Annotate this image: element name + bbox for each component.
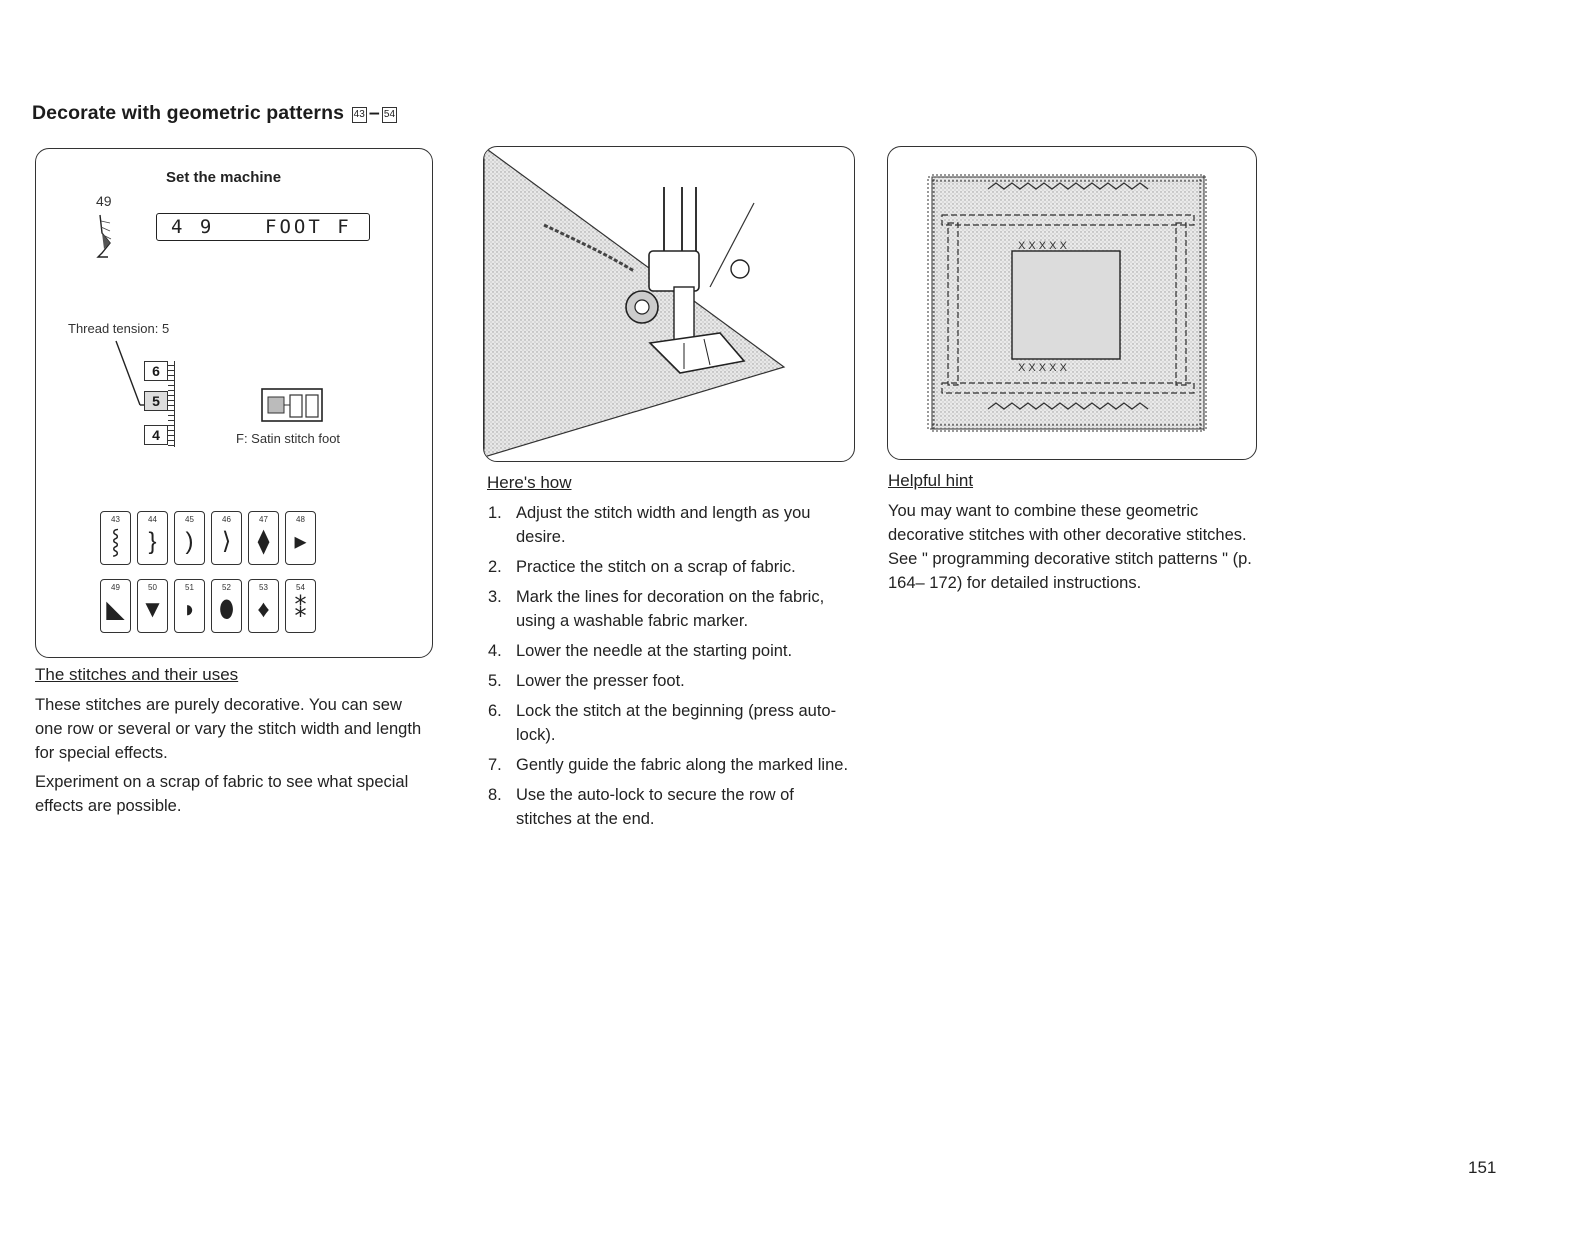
step-item xyxy=(486,639,851,663)
machine-settings-panel xyxy=(35,148,433,658)
step-number: 3. xyxy=(488,588,502,606)
lcd-foot-value: FOOT F xyxy=(265,216,352,238)
stitch-pattern-icon: ◗ xyxy=(182,596,197,623)
step-text: Adjust the stitch width and length as you desire. xyxy=(516,504,811,546)
sewing-illustration-panel xyxy=(483,146,855,462)
stitch-pattern-number: 48 xyxy=(296,515,305,524)
step-item xyxy=(486,783,851,831)
stitch-pattern-50 xyxy=(137,579,168,633)
stitch-pattern-number: 53 xyxy=(259,583,268,592)
tension-value-6: 6 xyxy=(144,361,168,381)
step-text: Gently guide the fabric along the marked line. xyxy=(516,756,849,774)
stitch-pattern-53 xyxy=(248,579,279,633)
step-number: 2. xyxy=(488,558,502,576)
step-text: Lower the presser foot. xyxy=(516,672,685,690)
stitch-pattern-number: 47 xyxy=(259,515,268,524)
stitch-pattern-number: 51 xyxy=(185,583,194,592)
stitches-uses-paragraph-1: These stitches are purely decorative. You can sew one row or several or vary the stitch width and length for special effects. xyxy=(35,696,422,762)
stitch-pattern-46 xyxy=(211,511,242,565)
tension-value-4: 4 xyxy=(144,425,168,445)
stitch-pattern-49 xyxy=(100,579,131,633)
step-item xyxy=(486,555,851,579)
presser-foot-illustration xyxy=(484,147,854,461)
stitch-pattern-number: 49 xyxy=(111,583,120,592)
stitch-pattern-icon: ⟩ xyxy=(221,528,232,555)
step-number: 8. xyxy=(488,786,502,804)
stitch-pattern-number: 52 xyxy=(222,583,231,592)
tension-value-5: 5 xyxy=(144,391,168,411)
svg-text:X X X X X: X X X X X xyxy=(1018,240,1067,252)
step-text: Use the auto-lock to secure the row of stitches at the end. xyxy=(516,786,794,828)
satin-stitch-foot-icon xyxy=(260,385,324,425)
stitch-pattern-52 xyxy=(211,579,242,633)
stitch-pattern-number: 50 xyxy=(148,583,157,592)
geometric-pattern-illustration xyxy=(888,147,1256,459)
stitch-pattern-51 xyxy=(174,579,205,633)
step-text: Lock the stitch at the beginning (press auto-lock). xyxy=(516,702,837,744)
stitch-pattern-icon: ▼ xyxy=(140,596,165,623)
svg-text:X X X X X: X X X X X xyxy=(1018,362,1067,374)
stitch-pattern-icon: ♦ xyxy=(257,596,270,623)
tension-dial xyxy=(144,361,174,451)
page-number: 151 xyxy=(1468,1158,1497,1177)
foot-label: F: Satin stitch foot xyxy=(236,431,341,446)
stitch-49-icon xyxy=(96,213,116,261)
stitch-pattern-icon: ◣ xyxy=(106,596,125,623)
step-text: Mark the lines for decoration on the fabric, using a washable fabric marker. xyxy=(516,588,825,630)
stitch-pattern-icon: ⁑ xyxy=(294,596,307,623)
helpful-hint-text: You may want to combine these geometric decorative stitches with other decorative stitches. See " programming decorative stitch patterns " (p. 164– 172) for detailed instructions. xyxy=(888,502,1252,592)
stitch-pattern-43 xyxy=(100,511,131,565)
stitch-pattern-number: 43 xyxy=(111,515,120,524)
stitch-pattern-icon: ) xyxy=(185,528,194,555)
stitch-pattern-54 xyxy=(285,579,316,633)
step-number: 1. xyxy=(488,504,502,522)
stitch-pattern-number: 54 xyxy=(296,583,305,592)
step-item xyxy=(486,501,851,549)
step-item xyxy=(486,753,851,777)
stitch-number-label: 49 xyxy=(96,193,112,209)
stitches-uses-paragraph-2: Experiment on a scrap of fabric to see what special effects are possible. xyxy=(35,773,409,815)
thread-tension-label: Thread tension: 5 xyxy=(68,321,170,336)
stitch-pattern-icon: ⧫ xyxy=(257,528,270,555)
lcd-stitch-value: 4 9 xyxy=(171,216,215,238)
step-number: 6. xyxy=(488,702,502,720)
stitch-pattern-44 xyxy=(137,511,168,565)
page-title xyxy=(32,102,399,125)
range-dash: – xyxy=(368,102,380,124)
stitch-pattern-number: 44 xyxy=(148,515,157,524)
panel-heading: Set the machine xyxy=(166,169,282,186)
stitch-pattern-icon: ▸ xyxy=(294,528,307,555)
step-item xyxy=(486,669,851,693)
step-text: Lower the needle at the starting point. xyxy=(516,642,793,660)
stitches-uses-heading: The stitches and their uses xyxy=(35,665,239,684)
step-text: Practice the stitch on a scrap of fabric. xyxy=(516,558,796,576)
step-number: 5. xyxy=(488,672,502,690)
step-item xyxy=(486,585,851,633)
steps-list xyxy=(486,501,851,837)
step-item xyxy=(486,699,851,747)
helpful-hint-heading: Helpful hint xyxy=(888,471,974,490)
stitch-pattern-number: 46 xyxy=(222,515,231,524)
stitch-pattern-45 xyxy=(174,511,205,565)
stitch-pattern-number: 45 xyxy=(185,515,194,524)
page-title-text: Decorate with geometric patterns xyxy=(32,102,345,124)
stitch-pattern-48 xyxy=(285,511,316,565)
decorative-sample-panel xyxy=(887,146,1257,460)
heres-how-heading: Here's how xyxy=(487,473,572,492)
step-number: 7. xyxy=(488,756,502,774)
range-end-badge: 54 xyxy=(382,107,397,123)
stitch-grid xyxy=(100,511,330,637)
stitch-pattern-icon: ⬮ xyxy=(218,596,235,623)
step-number: 4. xyxy=(488,642,502,660)
range-start-badge: 43 xyxy=(352,107,367,123)
stitch-pattern-icon: ⸾ xyxy=(111,528,120,555)
stitch-pattern-icon: } xyxy=(148,528,157,555)
lcd-display xyxy=(156,213,370,241)
stitch-pattern-47 xyxy=(248,511,279,565)
